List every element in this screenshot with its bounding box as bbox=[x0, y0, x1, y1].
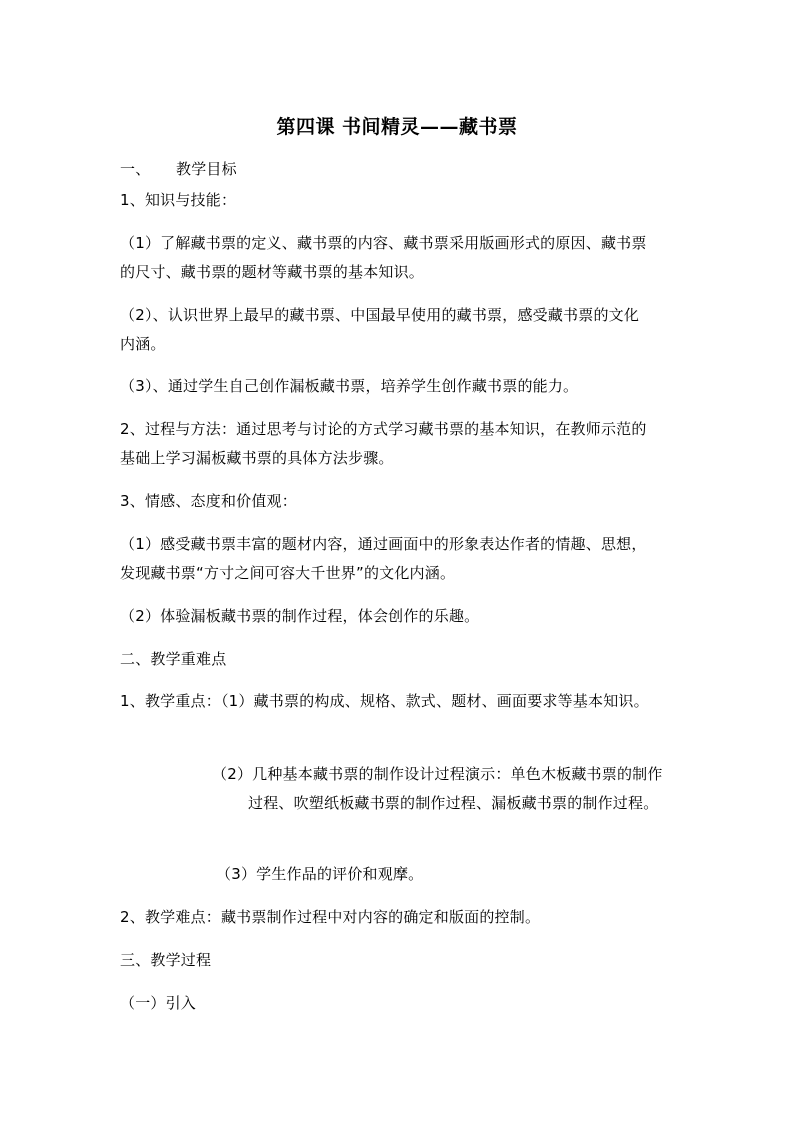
section-heading-process: 三、教学过程 bbox=[120, 951, 212, 969]
paragraph-line: （3）、通过学生自己创作漏板藏书票，培养学生创作藏书票的能力。 bbox=[120, 377, 579, 395]
paragraph-line: （2）体验漏板藏书票的制作过程，体会创作的乐趣。 bbox=[120, 607, 480, 625]
paragraph-line: 2、过程与方法：通过思考与讨论的方式学习藏书票的基本知识，在教师示范的 bbox=[120, 420, 647, 438]
section-heading-text: 教学目标 bbox=[176, 160, 237, 178]
section-number: 一、 bbox=[120, 160, 151, 178]
paragraph-line: 的尺寸、藏书票的题材等藏书票的基本知识。 bbox=[120, 263, 425, 281]
paragraph-line: 1、教学重点：（1）藏书票的构成、规格、款式、题材、画面要求等基本知识。 bbox=[120, 692, 649, 710]
paragraph-line: 内涵。 bbox=[120, 335, 166, 353]
paragraph-line: （1）了解藏书票的定义、藏书票的内容、藏书票采用版画形式的原因、藏书票 bbox=[120, 234, 647, 252]
paragraph-line: （1）感受藏书票丰富的题材内容，通过画面中的形象表达作者的情趣、思想， bbox=[120, 535, 647, 553]
section-heading-objectives bbox=[120, 159, 237, 179]
emotion-heading: 3、情感、态度和价值观： bbox=[120, 492, 297, 510]
paragraph-line: （2）几种基本藏书票的制作设计过程演示：单色木板藏书票的制作 bbox=[212, 765, 663, 783]
subsection-heading: （一）引入 bbox=[120, 994, 197, 1012]
page-title: 第四课 书间精灵——藏书票 bbox=[276, 116, 518, 138]
section-heading-key-points: 二、教学重难点 bbox=[120, 650, 227, 668]
paragraph-line: 2、教学难点：藏书票制作过程中对内容的确定和版面的控制。 bbox=[120, 908, 541, 926]
paragraph-line: 过程、吹塑纸板藏书票的制作过程、漏板藏书票的制作过程。 bbox=[248, 794, 659, 812]
paragraph-line: （3）学生作品的评价和观摩。 bbox=[216, 865, 424, 883]
knowledge-heading: 1、知识与技能： bbox=[120, 191, 237, 209]
paragraph-line: 基础上学习漏板藏书票的具体方法步骤。 bbox=[120, 449, 394, 467]
paragraph-line: 发现藏书票“方寸之间可容大千世界”的文化内涵。 bbox=[120, 564, 456, 582]
paragraph-line: （2）、认识世界上最早的藏书票、中国最早使用的藏书票，感受藏书票的文化 bbox=[120, 306, 640, 324]
